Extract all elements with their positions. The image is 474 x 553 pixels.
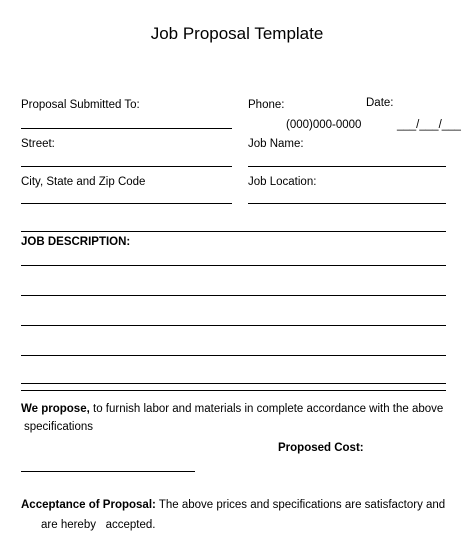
acceptance-line-1 [21, 498, 445, 512]
street-field[interactable] [21, 166, 232, 167]
job-name-field[interactable] [248, 166, 446, 167]
date-value: ___/___/___ [397, 119, 461, 131]
proposed-cost-label: Proposed Cost: [278, 442, 364, 454]
job-description-line[interactable] [21, 383, 446, 384]
propose-text: to furnish labor and materials in complete accordance with the above [89, 403, 444, 415]
job-description-heading: JOB DESCRIPTION: [21, 236, 131, 248]
date-label: Date: [366, 97, 394, 109]
section-divider [21, 231, 446, 232]
submitted-to-field[interactable] [21, 128, 232, 129]
city-state-zip-field[interactable] [21, 203, 232, 204]
propose-line-1 [21, 402, 443, 416]
phone-label: Phone: [248, 99, 285, 111]
proposed-cost-field[interactable] [21, 471, 195, 472]
job-location-field[interactable] [248, 203, 446, 204]
phone-value: (000)000-0000 [286, 119, 362, 131]
acceptance-text: The above prices and specifications are satisfactory and [155, 499, 446, 511]
job-description-line[interactable] [21, 295, 446, 296]
job-name-label: Job Name: [248, 138, 304, 150]
job-description-line[interactable] [21, 390, 446, 391]
job-location-label: Job Location: [248, 176, 317, 188]
propose-bold: We propose, [21, 403, 90, 415]
job-description-line[interactable] [21, 355, 446, 356]
job-description-line[interactable] [21, 265, 446, 266]
page-title: Job Proposal Template [150, 24, 324, 43]
job-description-line[interactable] [21, 325, 446, 326]
propose-line-2: specifications [24, 421, 94, 433]
street-label: Street: [21, 138, 55, 150]
submitted-to-label: Proposal Submitted To: [21, 99, 140, 111]
acceptance-bold: Acceptance of Proposal: [21, 499, 156, 511]
city-state-zip-label: City, State and Zip Code [21, 176, 146, 188]
acceptance-line-2: are hereby accepted. [41, 519, 156, 531]
